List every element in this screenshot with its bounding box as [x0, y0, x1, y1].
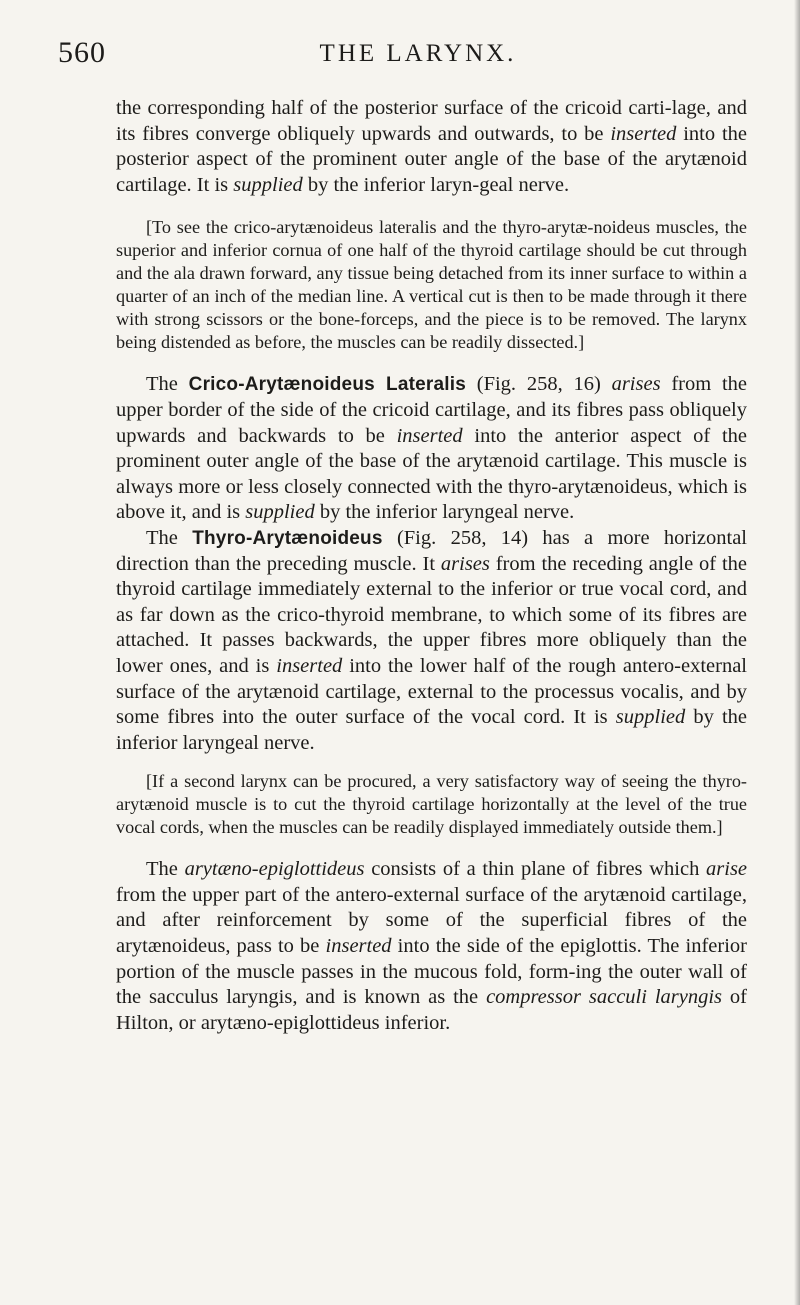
text-run: the corresponding half of the posterior surface of the cricoid carti-lage, and its fibres converge obliquely upwards and outwards, to be	[116, 97, 747, 145]
text-run: consists of a thin plane of fibres which	[364, 858, 707, 881]
italic-term: arises	[440, 552, 490, 575]
page-header	[58, 36, 758, 86]
paragraph-continuation	[116, 96, 747, 198]
text-run: from the upper border of the side of the cricoid cartilage, and its fibres pass obliquely upwards and backwards to be	[116, 373, 748, 447]
italic-term: compressor sacculi laryngis	[486, 986, 723, 1009]
text-run: The	[146, 858, 185, 881]
text-run: into the posterior aspect of the prominent outer angle of the base of the arytænoid cartilage. It is	[116, 122, 747, 196]
page-edge-shadow	[794, 0, 800, 1305]
running-head: THE LARYNX.	[319, 40, 517, 67]
text-run: into the anterior aspect of the prominent outer angle of the base of the arytænoid cartilage. This muscle is always more or less closely connected with the thyro-arytænoideus, which is above it, and is	[116, 424, 747, 524]
italic-term: supplied	[615, 706, 686, 729]
italic-term: arise	[706, 858, 748, 881]
dissection-note	[116, 216, 747, 354]
text-run: by the inferior laryn-geal nerve.	[302, 173, 570, 196]
italic-term: arises	[611, 373, 661, 396]
text-run: (Fig. 258, 16)	[465, 373, 612, 396]
muscle-heading: Crico-Arytænoideus Lateralis	[188, 374, 466, 396]
body-text	[116, 96, 747, 1036]
italic-term: supplied	[245, 501, 315, 524]
paragraph-aryteno-epiglottideus	[116, 857, 747, 1036]
italic-term: inserted	[325, 935, 392, 958]
text-run: [To see the crico-arytænoideus lateralis and the thyro-arytæ-noideus muscles, the superior and inferior cornua of one half of the thyroid cartilage should be cut through and the ala drawn forward, any tissue being detached from its inner surface to within a quarter of an inch of the median line. A vertical cut is then to be made through it there with strong scissors or the bone-forceps, and the piece is to be removed. The larynx being distended as before, the muscles can be readily dissected.]	[116, 217, 747, 353]
text-run: into the lower half of the rough antero-external surface of the arytænoid cartilage, external to the processus vocalis, and by some fibres into the outer surface of the vocal cord. It is	[116, 654, 747, 729]
paragraph-crico-arytaenoideus-lateralis	[116, 372, 747, 526]
paragraph-thyro-arytaenoideus	[116, 526, 747, 756]
page-number: 560	[58, 36, 106, 69]
italic-term: inserted	[610, 122, 677, 145]
text-run: into the side of the epiglottis. The inferior portion of the muscle passes in the mucous fold, form-ing the outer wall of the sacculus laryngis, and is known as the	[116, 935, 747, 1009]
text-run: (Fig. 258, 14) has a more horizontal direction than the preceding muscle. It	[116, 526, 747, 575]
dissection-note-second-larynx	[116, 770, 747, 839]
text-run: The	[146, 373, 189, 396]
muscle-heading: Thyro-Arytænoideus	[192, 527, 383, 549]
italic-term: inserted	[276, 654, 343, 677]
text-run: from the receding angle of the thyroid cartilage immediately external to the inferior or true vocal cord, and as far down as the crico-thyroid membrane, to which some of its fibres are attached. It passes backwards, the upper fibres more obliquely than the lower ones, and is	[116, 552, 748, 677]
text-run: The	[146, 526, 193, 549]
italic-term: inserted	[396, 424, 463, 447]
italic-term: supplied	[233, 173, 303, 196]
text-run: [If a second larynx can be procured, a very satisfactory way of seeing the thyro-arytænoid muscle is to cut the thyroid cartilage horizontally at the level of the true vocal cords, when the muscles can be readily displayed immediately outside them.]	[116, 771, 747, 838]
text-run: of Hilton, or arytæno-epiglottideus inferior.	[116, 986, 748, 1034]
text-run: from the upper part of the antero-external surface of the arytænoid cartilage, and after reinforcement by some of the superficial fibres of the arytænoideus, pass to be	[116, 883, 747, 958]
italic-term: arytæno-epiglottideus	[184, 858, 365, 881]
text-run: by the inferior laryngeal nerve.	[116, 706, 747, 754]
text-run: by the inferior laryngeal nerve.	[314, 501, 575, 524]
